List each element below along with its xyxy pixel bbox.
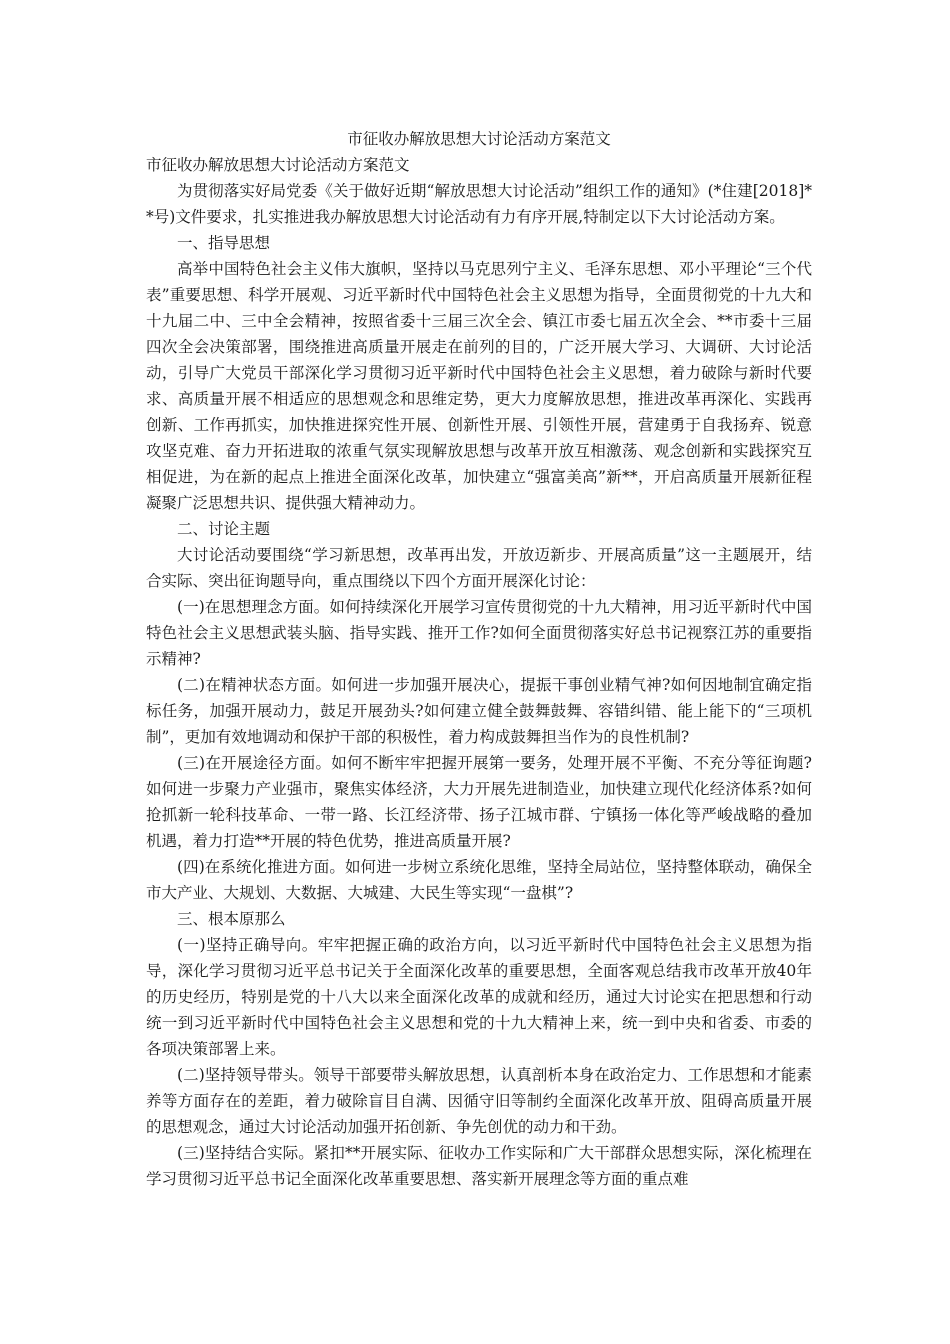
- paragraph-item-4: (四)在系统化推进方面。如何进一步树立系统化思维，坚持全局站位，坚持整体联动，确保全市大产业、大规划、大数据、大城建、大民生等实现“一盘棋”?: [146, 858, 812, 902]
- document-title: 市征收办解放思想大讨论活动方案范文: [347, 130, 611, 148]
- heading-discussion-theme: 二、讨论主题: [177, 520, 271, 538]
- paragraph-principle-2: (二)坚持领导带头。领导干部要带头解放思想，认真剖析本身在政治定力、工作思想和才能素养等方面存在的差距，着力破除盲目自满、因循守旧等制约全面深化改革开放、阻碍高质量开展的思想观念，通过大讨论活动加强开拓创新、争先创优的动力和干劲。: [146, 1066, 812, 1136]
- paragraph-principle-1: (一)坚持正确导向。牢牢把握正确的政治方向，以习近平新时代中国特色社会主义思想为指导，深化学习贯彻习近平总书记关于全面深化改革的重要思想，全面客观总结我市改革开放40年的历史经历，特别是党的十八大以来全面深化改革的成就和经历，通过大讨论实在把思想和行动统一到习近平新时代中国特色社会主义思想和党的十九大精神上来，统一到中央和省委、市委的各项决策部署上来。: [146, 936, 812, 1058]
- paragraph-intro: 为贯彻落实好局党委《关于做好近期“解放思想大讨论活动”组织工作的通知》(*住建[2018]**号)文件要求，扎实推进我办解放思想大讨论活动有力有序开展,特制定以下大讨论活动方案。: [146, 182, 812, 226]
- paragraph-guiding-ideology: 高举中国特色社会主义伟大旗帜，坚持以马克思列宁主义、毛泽东思想、邓小平理论“三个代表”重要思想、科学开展观、习近平新时代中国特色社会主义思想为指导，全面贯彻党的十九大和十九届二中、三中全会精神，按照省委十三届三次全会、镇江市委七届五次全会、**市委十三届四次全会决策部署，围绕推进高质量开展走在前列的目的，广泛开展大学习、大调研、大讨论活动，引导广大党员干部深化学习贯彻习近平新时代中国特色社会主义思想，着力破除与新时代要求、高质量开展不相适应的思想观念和思维定势，更大力度解放思想，推进改革再深化、实践再创新、工作再抓实，加快推进探究性开展、创新性开展、引领性开展，营建勇于自我扬弃、锐意攻坚克难、奋力开拓进取的浓重气氛实现解放思想与改革开放互相激荡、观念创新和实践探究互相促进，为在新的起点上推进全面深化改革，加快建立“强富美高”新**，开启高质量开展新征程凝聚广泛思想共识、提供强大精神动力。: [146, 260, 812, 512]
- paragraph-discussion-theme: 大讨论活动要围绕“学习新思想，改革再出发，开放迈新步、开展高质量”这一主题展开，结合实际、突出征询题导向，重点围绕以下四个方面开展深化讨论：: [146, 546, 812, 590]
- heading-guiding-ideology: 一、指导思想: [177, 234, 271, 252]
- document-subtitle: 市征收办解放思想大讨论活动方案范文: [146, 156, 410, 174]
- paragraph-item-3: (三)在开展途径方面。如何不断牢牢把握开展第一要务，处理开展不平衡、不充分等征询题?如何进一步聚力产业强市，聚焦实体经济，大力开展先进制造业，加快建立现代化经济体系?如何抢抓新一轮科技革命、一带一路、长江经济带、扬子江城市群、宁镇扬一体化等严峻战略的叠加机遇，着力打造**开展的特色优势，推进高质量开展?: [146, 754, 812, 850]
- paragraph-item-1: (一)在思想理念方面。如何持续深化开展学习宣传贯彻党的十九大精神，用习近平新时代中国特色社会主义思想武装头脑、指导实践、推开工作?如何全面贯彻落实好总书记视察江苏的重要指示精神?: [146, 598, 812, 668]
- paragraph-principle-3: (三)坚持结合实际。紧扣**开展实际、征收办工作实际和广大干部群众思想实际，深化梳理在学习贯彻习近平总书记全面深化改革重要思想、落实新开展理念等方面的重点难: [146, 1144, 812, 1188]
- document-page: [146, 126, 812, 1192]
- heading-basic-principles: 三、根本原那么: [177, 910, 286, 928]
- paragraph-item-2: (二)在精神状态方面。如何进一步加强开展决心，提振干事创业精气神?如何因地制宜确定指标任务，加强开展动力，鼓足开展劲头?如何建立健全鼓舞鼓舞、容错纠错、能上能下的“三项机制”，更加有效地调动和保护干部的积极性，着力构成鼓舞担当作为的良性机制?: [146, 676, 812, 746]
